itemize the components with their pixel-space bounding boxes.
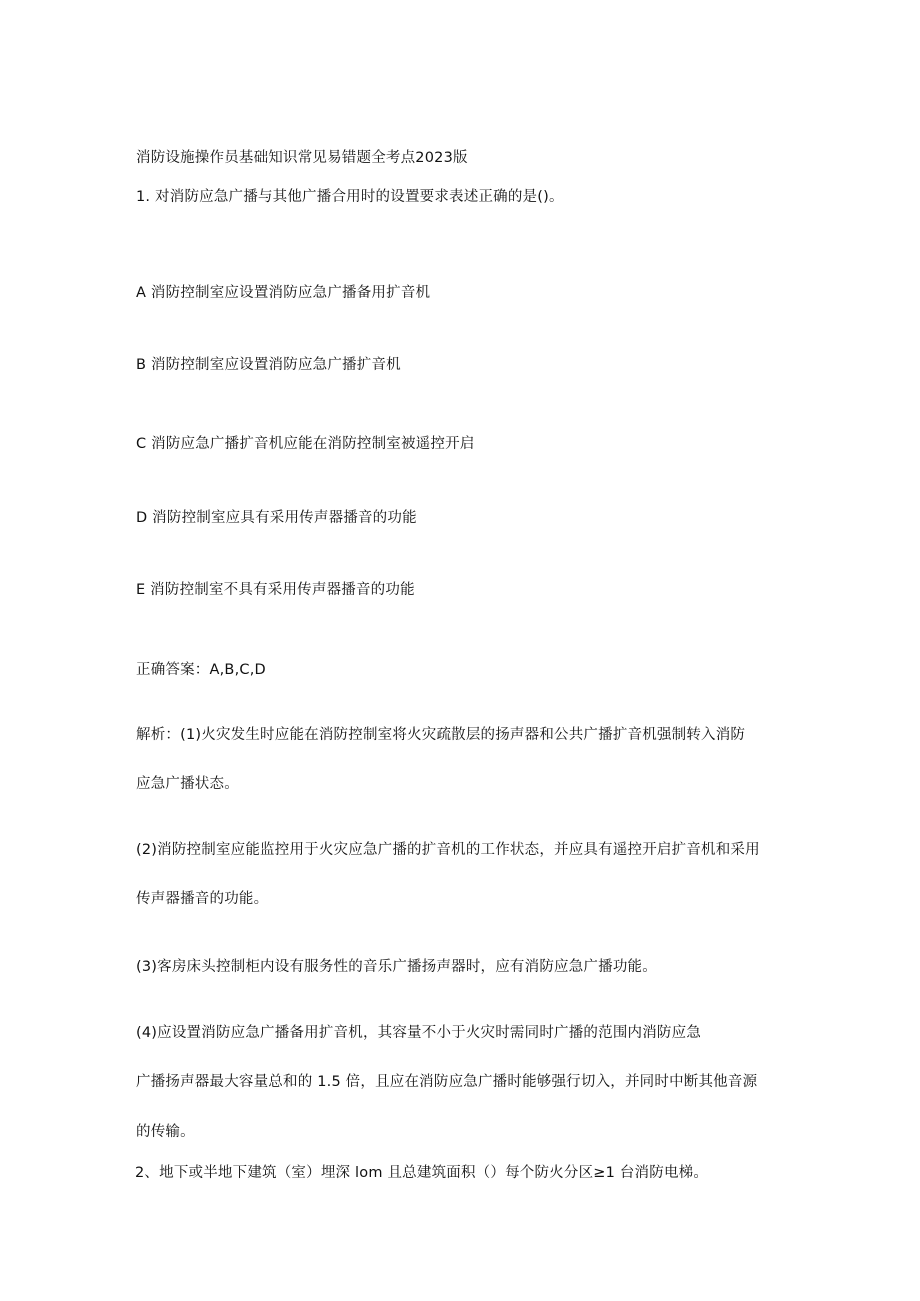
analysis-paragraph-4-line-1: (4)应设置消防应急广播备用扩音机，其容量不小于火灾时需同时广播的范围内消防应急 <box>136 1025 702 1041</box>
document-title: 消防设施操作员基础知识常见易错题全考点2023版 <box>136 150 468 166</box>
analysis-paragraph-2-line-1: (2)消防控制室应能监控用于火灾应急广播的扩音机的工作状态，并应具有遥控开启扩音机和采用 <box>136 842 760 858</box>
question-1-option-a: A 消防控制室应设置消防应急广播备用扩音机 <box>136 285 431 301</box>
question-2-stem: 2、地下或半地下建筑（室）埋深 lom 且总建筑面积（）每个防火分区≥1 台消防电梯。 <box>135 1165 709 1181</box>
question-1-option-b: B 消防控制室应设置消防应急广播扩音机 <box>136 357 401 373</box>
question-1-option-e: E 消防控制室不具有采用传声器播音的功能 <box>136 582 415 598</box>
analysis-paragraph-4-line-3: 的传输。 <box>136 1124 195 1140</box>
analysis-paragraph-4-line-2: 广播扬声器最大容量总和的 1.5 倍，且应在消防应急广播时能够强行切入，并同时中断其他音源 <box>136 1074 758 1090</box>
analysis-paragraph-1-line-2: 应急广播状态。 <box>136 776 239 792</box>
question-1-option-d: D 消防控制室应具有采用传声器播音的功能 <box>136 510 417 526</box>
analysis-paragraph-3: (3)客房床头控制柜内设有服务性的音乐广播扬声器时，应有消防应急广播功能。 <box>136 959 657 975</box>
question-1-answer: 正确答案：A,B,C,D <box>136 662 266 678</box>
question-1-stem: 1. 对消防应急广播与其他广播合用时的设置要求表述正确的是()。 <box>136 189 564 205</box>
analysis-paragraph-2-line-2: 传声器播音的功能。 <box>136 891 269 907</box>
analysis-paragraph-1-line-1: 解析：(1)火灾发生时应能在消防控制室将火灾疏散层的扬声器和公共广播扩音机强制转入消防 <box>136 727 746 743</box>
question-1-option-c: C 消防应急广播扩音机应能在消防控制室被遥控开启 <box>136 436 475 452</box>
